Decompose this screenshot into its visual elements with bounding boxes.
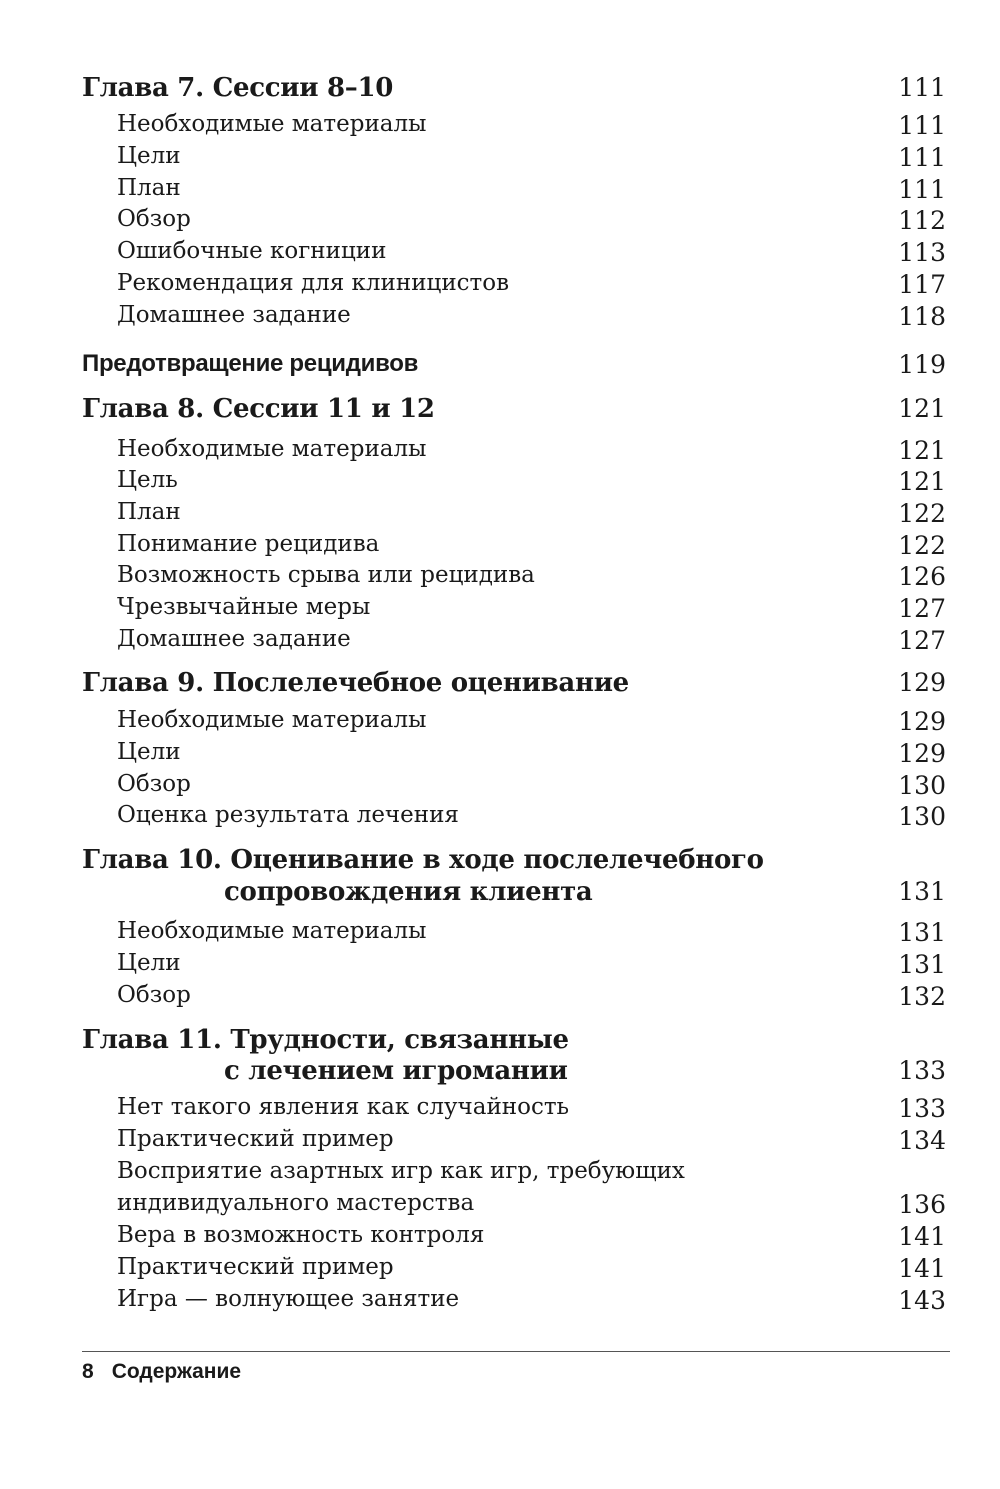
toc-entry-title: Глава 7. Сессии 8–10: [82, 73, 394, 103]
toc-entry-page: 129: [898, 707, 946, 736]
toc-entry-title: Необходимые материалы: [117, 436, 427, 462]
toc-entry-title: Практический пример: [117, 1254, 394, 1280]
toc-entry-chapter-cont: [0, 1056, 1000, 1092]
footer-rule: [82, 1351, 950, 1352]
toc-entry-page: 111: [898, 73, 946, 102]
toc-entry-item: [0, 1286, 1000, 1322]
toc-entry-title: Цели: [117, 950, 181, 976]
toc-entry-title: индивидуального мастерства: [117, 1190, 475, 1216]
toc-entry-title: Игра — волнующее занятие: [117, 1286, 460, 1312]
toc-entry-title: Глава 11. Трудности, связанные: [82, 1025, 569, 1055]
toc-entry-page: 141: [898, 1254, 946, 1283]
toc-entry-title: План: [117, 175, 181, 201]
toc-entry-item: [0, 918, 1000, 954]
toc-entry-title: Оценка результата лечения: [117, 802, 459, 828]
toc-entry-item: [0, 467, 1000, 503]
toc-entry-page: 117: [898, 270, 946, 299]
toc-entry-page: 111: [898, 111, 946, 140]
footer-page-number: 8: [82, 1360, 94, 1383]
toc-entry-page: 121: [898, 467, 946, 496]
toc-entry-title: Рекомендация для клиницистов: [117, 270, 510, 296]
toc-entry-title: Необходимые материалы: [117, 111, 427, 137]
toc-entry-page: 134: [898, 1126, 946, 1155]
toc-entry-title: Обзор: [117, 206, 191, 232]
toc-entry-item: [0, 270, 1000, 306]
toc-entry-title: Цели: [117, 143, 181, 169]
toc-entry-chapter: [0, 845, 1000, 881]
toc-entry-page: 111: [898, 143, 946, 172]
toc-entry-page: 111: [898, 175, 946, 204]
toc-entry-item: [0, 594, 1000, 630]
toc-entry-page: 127: [898, 594, 946, 623]
page-footer: [82, 1360, 241, 1384]
toc-entry-item: [0, 302, 1000, 338]
toc-entry-title: сопровождения клиента: [224, 877, 593, 907]
toc-entry-page: 130: [898, 771, 946, 800]
toc-entry-page: 112: [898, 206, 946, 235]
toc-entry-page: 131: [898, 918, 946, 947]
toc-entry-item: [0, 111, 1000, 147]
toc-entry-page: 136: [898, 1190, 946, 1219]
toc-entry-title: Глава 10. Оценивание в ходе послелечебного: [82, 845, 764, 875]
toc-entry-page: 132: [898, 982, 946, 1011]
toc-entry-title: Восприятие азартных игр как игр, требующих: [117, 1158, 685, 1184]
footer-running-title: Содержание: [111, 1360, 242, 1383]
toc-entry-page: 118: [898, 302, 946, 331]
toc-entry-item: [0, 626, 1000, 662]
toc-entry-item: [0, 1254, 1000, 1290]
toc-entry-item: [0, 143, 1000, 179]
toc-entry-title: Цель: [117, 467, 178, 493]
toc-entry-page: 127: [898, 626, 946, 655]
toc-entry-title: План: [117, 499, 181, 525]
toc-entry-chapter: [0, 73, 1000, 109]
toc-entry-page: 129: [898, 739, 946, 768]
toc-entry-title: Глава 9. Послелечебное оценивание: [82, 668, 629, 698]
toc-entry-title: Понимание рецидива: [117, 531, 380, 557]
toc-entry-page: 122: [898, 531, 946, 560]
toc-entry-chapter-cont: [0, 877, 1000, 913]
toc-entry-item: [0, 1190, 1000, 1226]
toc-entry-item: [0, 1126, 1000, 1162]
toc-entry-page: 143: [898, 1286, 946, 1315]
toc-entry-title: Чрезвычайные меры: [117, 594, 371, 620]
toc-entry-item: [0, 802, 1000, 838]
toc-entry-item: [0, 1158, 1000, 1194]
toc-entry-item: [0, 950, 1000, 986]
toc-entry-title: Цели: [117, 739, 181, 765]
toc-entry-page: 113: [898, 238, 946, 267]
toc-entry-page: 141: [898, 1222, 946, 1251]
toc-entry-title: Обзор: [117, 771, 191, 797]
toc-entry-page: 130: [898, 802, 946, 831]
toc-entry-item: [0, 1222, 1000, 1258]
toc-entry-title: Домашнее задание: [117, 626, 351, 652]
toc-entry-page: 131: [898, 877, 946, 906]
toc-entry-item: [0, 206, 1000, 242]
toc-entry-item: [0, 562, 1000, 598]
toc-entry-page: 121: [898, 436, 946, 465]
toc-entry-page: 122: [898, 499, 946, 528]
toc-entry-item: [0, 238, 1000, 274]
toc-entry-title: Ошибочные когниции: [117, 238, 387, 264]
toc-entry-chapter: [0, 394, 1000, 430]
toc-entry-page: 131: [898, 950, 946, 979]
toc-entry-title: Вера в возможность контроля: [117, 1222, 485, 1248]
toc-entry-item: [0, 707, 1000, 743]
toc-entry-title: Домашнее задание: [117, 302, 351, 328]
toc-entry-page: 133: [898, 1094, 946, 1123]
toc-entry-title: Практический пример: [117, 1126, 394, 1152]
toc-entry-item: [0, 982, 1000, 1018]
toc-entry-page: 119: [898, 350, 946, 379]
toc-entry-title: Необходимые материалы: [117, 707, 427, 733]
toc-entry-title: Возможность срыва или рецидива: [117, 562, 535, 588]
toc-entry-title: с лечением игромании: [224, 1056, 568, 1086]
toc-entry-title: Обзор: [117, 982, 191, 1008]
toc-entry-page: 133: [898, 1056, 946, 1085]
toc-entry-item: [0, 739, 1000, 775]
toc-entry-title: Предотвращение рецидивов: [82, 350, 419, 377]
toc-entry-item: [0, 1094, 1000, 1130]
toc-entry-page: 129: [898, 668, 946, 697]
toc-entry-chapter: [0, 668, 1000, 704]
toc-entry-title: Необходимые материалы: [117, 918, 427, 944]
toc-entry-section: [0, 350, 1000, 386]
toc-entry-title: Нет такого явления как случайность: [117, 1094, 570, 1120]
toc-entry-title: Глава 8. Сессии 11 и 12: [82, 394, 435, 424]
toc-entry-page: 126: [898, 562, 946, 591]
toc-entry-item: [0, 499, 1000, 535]
toc-entry-page: 121: [898, 394, 946, 423]
